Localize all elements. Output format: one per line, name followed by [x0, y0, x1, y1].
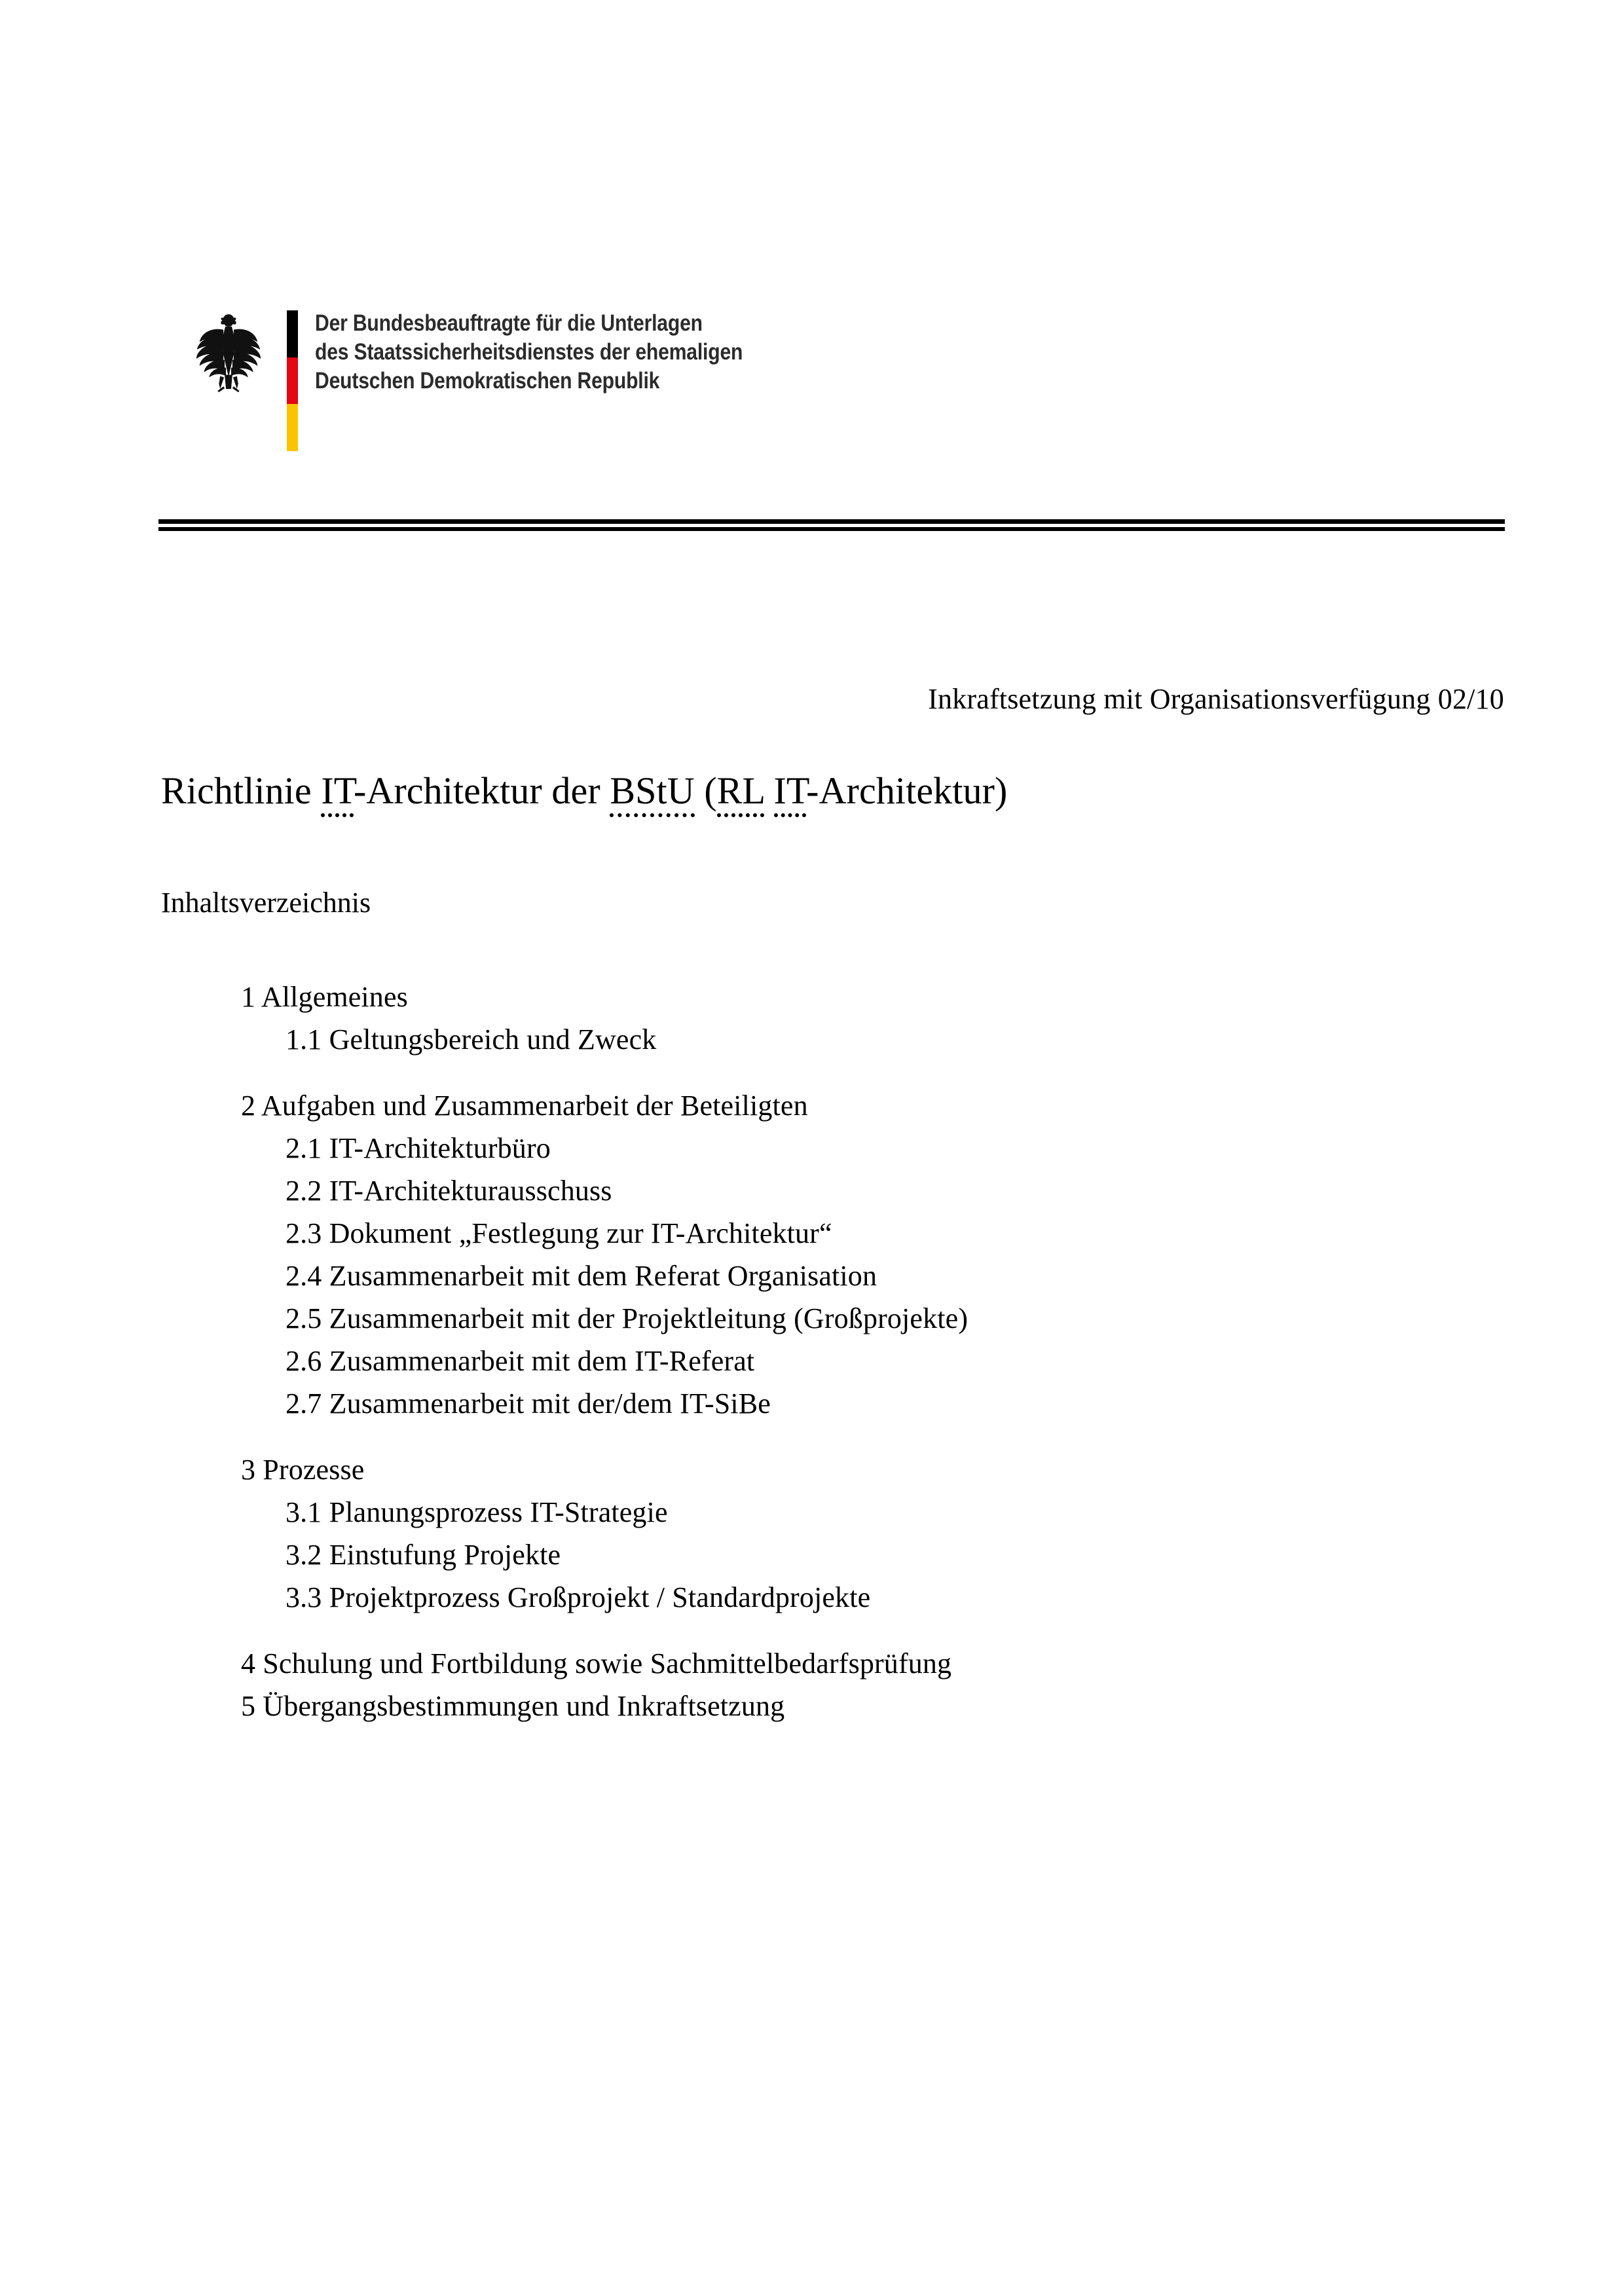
- title-text-0: Richtlinie: [161, 769, 322, 812]
- letterhead-line-3: Deutschen Demokratischen Republik: [315, 368, 660, 394]
- divider-line-bottom: [158, 527, 1505, 531]
- letterhead: [190, 296, 813, 451]
- toc-group: [0, 1448, 1624, 1619]
- table-of-contents: [0, 976, 1624, 1727]
- flag-band-red: [287, 358, 298, 405]
- toc-entry[interactable]: 2.7 Zusammenarbeit mit der/dem IT-SiBe: [286, 1387, 771, 1420]
- german-flag-bar-icon: [287, 310, 298, 451]
- title-term-marked-7: IT: [774, 769, 807, 817]
- toc-group: [0, 976, 1624, 1061]
- toc-entry[interactable]: 1.1 Geltungsbereich und Zweck: [286, 1023, 657, 1056]
- toc-entry[interactable]: 3.2 Einstufung Projekte: [286, 1539, 561, 1571]
- toc-entry[interactable]: 2.1 IT-Architekturbüro: [286, 1132, 551, 1164]
- toc-group: [0, 1084, 1624, 1425]
- header-divider: [158, 519, 1505, 531]
- toc-entry[interactable]: 3 Prozesse: [241, 1454, 365, 1486]
- toc-heading: Inhaltsverzeichnis: [161, 887, 371, 919]
- letterhead-line-1: Der Bundesbeauftragte für die Unterlagen: [315, 310, 703, 336]
- enactment-note: Inkraftsetzung mit Organisationsverfügung 02/10: [928, 683, 1504, 715]
- toc-entry[interactable]: 2.6 Zusammenarbeit mit dem IT-Referat: [286, 1345, 755, 1377]
- toc-entry[interactable]: 4 Schulung und Fortbildung sowie Sachmittelbedarfsprüfung: [241, 1647, 952, 1680]
- page-title: [161, 766, 1007, 816]
- title-term-marked-1: IT: [321, 769, 354, 817]
- toc-entry[interactable]: 2 Aufgaben und Zusammenarbeit der Beteiligten: [241, 1090, 808, 1122]
- toc-entry[interactable]: 2.3 Dokument „Festlegung zur IT-Architektur“: [286, 1217, 832, 1249]
- title-text-2: -Architektur der: [353, 769, 610, 812]
- title-term-marked-3: BStU: [610, 769, 694, 817]
- divider-line-top: [158, 519, 1505, 524]
- title-text-6: [764, 769, 774, 812]
- toc-entry[interactable]: 3.3 Projektprozess Großprojekt / Standardprojekte: [286, 1581, 871, 1613]
- letterhead-text: [315, 296, 743, 395]
- flag-band-gold: [287, 404, 298, 451]
- toc-entry[interactable]: 2.5 Zusammenarbeit mit der Projektleitung (Großprojekte): [286, 1302, 969, 1334]
- flag-band-black: [287, 310, 298, 358]
- toc-entry[interactable]: 2.4 Zusammenarbeit mit dem Referat Organisation: [286, 1260, 877, 1292]
- title-term-marked-5: RL: [717, 769, 764, 817]
- title-text-8: -Architektur): [806, 769, 1008, 812]
- toc-entry[interactable]: 1 Allgemeines: [241, 981, 408, 1013]
- toc-entry[interactable]: 5 Übergangsbestimmungen und Inkraftsetzung: [241, 1690, 785, 1722]
- toc-entry[interactable]: 3.1 Planungsprozess IT-Strategie: [286, 1496, 668, 1528]
- title-text-4: (: [694, 769, 717, 812]
- toc-entry[interactable]: 2.2 IT-Architekturausschuss: [286, 1175, 612, 1207]
- federal-eagle-icon: [190, 310, 267, 393]
- toc-group: [0, 1642, 1624, 1727]
- letterhead-line-2: des Staatssicherheitsdienstes der ehemaligen: [315, 339, 743, 365]
